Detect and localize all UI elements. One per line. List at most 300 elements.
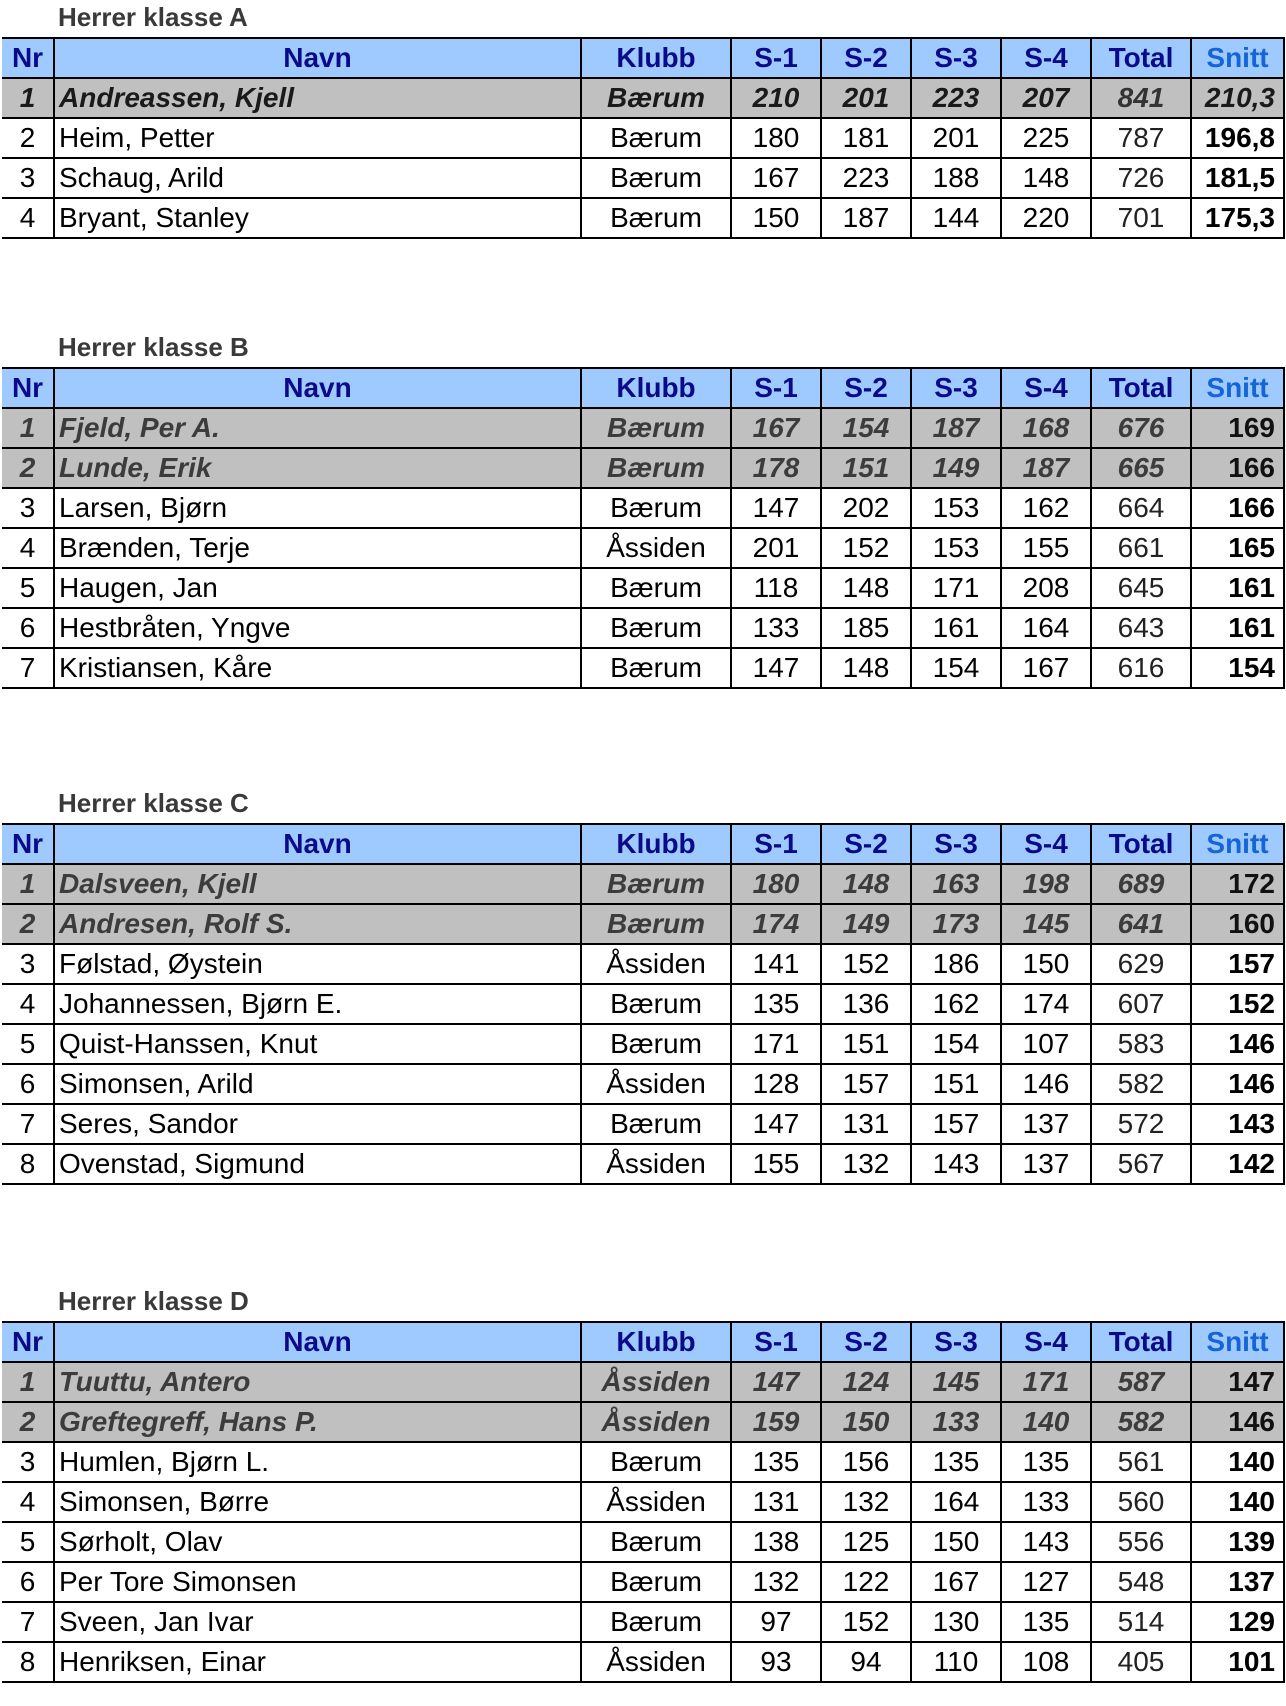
cell-nr: 8 — [2, 1144, 54, 1184]
column-header-s3: S-3 — [911, 38, 1001, 78]
cell-s1: 138 — [731, 1522, 821, 1562]
table-row — [2, 608, 1284, 648]
cell-klubb: Åssiden — [581, 1144, 731, 1184]
column-header-klubb: Klubb — [581, 824, 731, 864]
cell-nr: 3 — [2, 488, 54, 528]
cell-klubb: Bærum — [581, 864, 731, 904]
cell-s3: 143 — [911, 1144, 1001, 1184]
cell-s4: 150 — [1001, 944, 1091, 984]
table-row — [2, 1024, 1284, 1064]
cell-total: 645 — [1091, 568, 1191, 608]
cell-klubb: Åssiden — [581, 1482, 731, 1522]
section-title: Herrer klasse D — [58, 1286, 249, 1316]
cell-s1: 93 — [731, 1642, 821, 1682]
cell-s2: 125 — [821, 1522, 911, 1562]
table-row — [2, 1144, 1284, 1184]
cell-s2: 136 — [821, 984, 911, 1024]
results-table — [2, 367, 1285, 689]
cell-s4: 107 — [1001, 1024, 1091, 1064]
cell-s4: 174 — [1001, 984, 1091, 1024]
cell-klubb: Åssiden — [581, 1362, 731, 1402]
cell-snitt: 172 — [1191, 864, 1284, 904]
table-row — [2, 1642, 1284, 1682]
table-header-row — [2, 824, 1284, 864]
cell-nr: 3 — [2, 944, 54, 984]
cell-s3: 110 — [911, 1642, 1001, 1682]
cell-s4: 146 — [1001, 1064, 1091, 1104]
cell-s4: 225 — [1001, 118, 1091, 158]
cell-total: 661 — [1091, 528, 1191, 568]
cell-s4: 220 — [1001, 198, 1091, 238]
cell-klubb: Bærum — [581, 1562, 731, 1602]
cell-klubb: Bærum — [581, 78, 731, 118]
column-header-snitt: Snitt — [1191, 38, 1284, 78]
cell-total: 560 — [1091, 1482, 1191, 1522]
cell-s4: 162 — [1001, 488, 1091, 528]
cell-s1: 128 — [731, 1064, 821, 1104]
cell-snitt: 160 — [1191, 904, 1284, 944]
cell-total: 583 — [1091, 1024, 1191, 1064]
cell-navn: Per Tore Simonsen — [54, 1562, 581, 1602]
column-header-klubb: Klubb — [581, 368, 731, 408]
table-row — [2, 118, 1284, 158]
cell-s4: 164 — [1001, 608, 1091, 648]
results-section — [0, 1284, 1286, 1683]
cell-s4: 108 — [1001, 1642, 1091, 1682]
cell-klubb: Åssiden — [581, 528, 731, 568]
cell-total: 701 — [1091, 198, 1191, 238]
cell-klubb: Åssiden — [581, 944, 731, 984]
cell-klubb: Bærum — [581, 118, 731, 158]
cell-klubb: Bærum — [581, 648, 731, 688]
cell-s2: 132 — [821, 1144, 911, 1184]
cell-s4: 187 — [1001, 448, 1091, 488]
cell-total: 548 — [1091, 1562, 1191, 1602]
cell-snitt: 146 — [1191, 1064, 1284, 1104]
cell-s1: 180 — [731, 864, 821, 904]
cell-snitt: 181,5 — [1191, 158, 1284, 198]
column-header-s3: S-3 — [911, 1322, 1001, 1362]
cell-navn: Bryant, Stanley — [54, 198, 581, 238]
column-header-s4: S-4 — [1001, 38, 1091, 78]
column-header-total: Total — [1091, 38, 1191, 78]
column-header-snitt: Snitt — [1191, 1322, 1284, 1362]
cell-s3: 145 — [911, 1362, 1001, 1402]
cell-s2: 185 — [821, 608, 911, 648]
cell-s1: 135 — [731, 984, 821, 1024]
cell-snitt: 152 — [1191, 984, 1284, 1024]
cell-snitt: 143 — [1191, 1104, 1284, 1144]
cell-navn: Dalsveen, Kjell — [54, 864, 581, 904]
cell-klubb: Bærum — [581, 608, 731, 648]
column-header-navn: Navn — [54, 824, 581, 864]
column-header-nr: Nr — [2, 1322, 54, 1362]
cell-s1: 147 — [731, 648, 821, 688]
column-header-nr: Nr — [2, 38, 54, 78]
cell-nr: 6 — [2, 1562, 54, 1602]
cell-total: 582 — [1091, 1402, 1191, 1442]
column-header-s2: S-2 — [821, 824, 911, 864]
table-row — [2, 78, 1284, 118]
table-header-row — [2, 368, 1284, 408]
cell-total: 567 — [1091, 1144, 1191, 1184]
cell-s1: 174 — [731, 904, 821, 944]
results-section — [0, 0, 1286, 239]
cell-s2: 148 — [821, 864, 911, 904]
cell-s2: 152 — [821, 944, 911, 984]
cell-s1: 118 — [731, 568, 821, 608]
results-section — [0, 330, 1286, 689]
cell-navn: Lunde, Erik — [54, 448, 581, 488]
cell-navn: Simonsen, Børre — [54, 1482, 581, 1522]
cell-s4: 133 — [1001, 1482, 1091, 1522]
table-row — [2, 1362, 1284, 1402]
cell-s3: 173 — [911, 904, 1001, 944]
cell-total: 665 — [1091, 448, 1191, 488]
cell-navn: Andresen, Rolf S. — [54, 904, 581, 944]
cell-nr: 2 — [2, 1402, 54, 1442]
cell-snitt: 161 — [1191, 608, 1284, 648]
table-row — [2, 528, 1284, 568]
cell-s1: 147 — [731, 1362, 821, 1402]
cell-snitt: 101 — [1191, 1642, 1284, 1682]
cell-s2: 202 — [821, 488, 911, 528]
column-header-total: Total — [1091, 824, 1191, 864]
cell-navn: Greftegreff, Hans P. — [54, 1402, 581, 1442]
cell-snitt: 196,8 — [1191, 118, 1284, 158]
column-header-nr: Nr — [2, 368, 54, 408]
table-row — [2, 158, 1284, 198]
cell-s1: 131 — [731, 1482, 821, 1522]
cell-total: 841 — [1091, 78, 1191, 118]
cell-s3: 187 — [911, 408, 1001, 448]
cell-s3: 144 — [911, 198, 1001, 238]
cell-snitt: 146 — [1191, 1024, 1284, 1064]
table-row — [2, 1064, 1284, 1104]
cell-s1: 178 — [731, 448, 821, 488]
cell-s3: 153 — [911, 488, 1001, 528]
cell-navn: Schaug, Arild — [54, 158, 581, 198]
cell-klubb: Bærum — [581, 984, 731, 1024]
cell-navn: Følstad, Øystein — [54, 944, 581, 984]
cell-s4: 198 — [1001, 864, 1091, 904]
cell-snitt: 165 — [1191, 528, 1284, 568]
cell-s2: 150 — [821, 1402, 911, 1442]
cell-klubb: Åssiden — [581, 1402, 731, 1442]
table-row — [2, 1562, 1284, 1602]
cell-nr: 7 — [2, 1104, 54, 1144]
cell-s4: 127 — [1001, 1562, 1091, 1602]
table-row — [2, 1402, 1284, 1442]
column-header-snitt: Snitt — [1191, 824, 1284, 864]
cell-navn: Brænden, Terje — [54, 528, 581, 568]
cell-total: 664 — [1091, 488, 1191, 528]
cell-s3: 135 — [911, 1442, 1001, 1482]
column-header-s1: S-1 — [731, 824, 821, 864]
table-row — [2, 984, 1284, 1024]
cell-snitt: 169 — [1191, 408, 1284, 448]
table-row — [2, 198, 1284, 238]
column-header-s4: S-4 — [1001, 368, 1091, 408]
cell-s2: 131 — [821, 1104, 911, 1144]
table-header-row — [2, 38, 1284, 78]
cell-nr: 5 — [2, 1522, 54, 1562]
cell-s3: 161 — [911, 608, 1001, 648]
cell-s1: 141 — [731, 944, 821, 984]
cell-navn: Sveen, Jan Ivar — [54, 1602, 581, 1642]
column-header-s2: S-2 — [821, 368, 911, 408]
cell-s3: 150 — [911, 1522, 1001, 1562]
cell-klubb: Bærum — [581, 568, 731, 608]
cell-s2: 152 — [821, 1602, 911, 1642]
cell-klubb: Bærum — [581, 1104, 731, 1144]
cell-s2: 152 — [821, 528, 911, 568]
cell-nr: 2 — [2, 118, 54, 158]
cell-s3: 157 — [911, 1104, 1001, 1144]
cell-nr: 1 — [2, 864, 54, 904]
table-row — [2, 648, 1284, 688]
cell-s4: 135 — [1001, 1602, 1091, 1642]
cell-s4: 137 — [1001, 1104, 1091, 1144]
cell-navn: Sørholt, Olav — [54, 1522, 581, 1562]
cell-s2: 187 — [821, 198, 911, 238]
cell-s2: 151 — [821, 448, 911, 488]
cell-navn: Kristiansen, Kåre — [54, 648, 581, 688]
cell-s2: 94 — [821, 1642, 911, 1682]
cell-s1: 147 — [731, 1104, 821, 1144]
cell-navn: Quist-Hanssen, Knut — [54, 1024, 581, 1064]
results-table — [2, 37, 1285, 239]
cell-navn: Ovenstad, Sigmund — [54, 1144, 581, 1184]
cell-s3: 162 — [911, 984, 1001, 1024]
cell-klubb: Bærum — [581, 904, 731, 944]
cell-s2: 157 — [821, 1064, 911, 1104]
cell-s4: 135 — [1001, 1442, 1091, 1482]
cell-nr: 1 — [2, 1362, 54, 1402]
table-header-row — [2, 1322, 1284, 1362]
cell-s4: 208 — [1001, 568, 1091, 608]
table-row — [2, 944, 1284, 984]
cell-s3: 154 — [911, 648, 1001, 688]
cell-s1: 155 — [731, 1144, 821, 1184]
cell-total: 643 — [1091, 608, 1191, 648]
cell-snitt: 157 — [1191, 944, 1284, 984]
cell-s2: 156 — [821, 1442, 911, 1482]
cell-klubb: Bærum — [581, 408, 731, 448]
cell-s4: 145 — [1001, 904, 1091, 944]
cell-snitt: 129 — [1191, 1602, 1284, 1642]
cell-total: 641 — [1091, 904, 1191, 944]
column-header-s2: S-2 — [821, 38, 911, 78]
cell-klubb: Bærum — [581, 448, 731, 488]
cell-klubb: Åssiden — [581, 1642, 731, 1682]
cell-nr: 1 — [2, 78, 54, 118]
cell-s1: 167 — [731, 408, 821, 448]
cell-s2: 132 — [821, 1482, 911, 1522]
cell-navn: Heim, Petter — [54, 118, 581, 158]
cell-s4: 140 — [1001, 1402, 1091, 1442]
cell-nr: 4 — [2, 1482, 54, 1522]
cell-nr: 3 — [2, 158, 54, 198]
cell-klubb: Bærum — [581, 158, 731, 198]
table-row — [2, 448, 1284, 488]
cell-s4: 167 — [1001, 648, 1091, 688]
column-header-navn: Navn — [54, 1322, 581, 1362]
cell-navn: Tuuttu, Antero — [54, 1362, 581, 1402]
cell-s1: 171 — [731, 1024, 821, 1064]
column-header-s1: S-1 — [731, 368, 821, 408]
results-table — [2, 1321, 1285, 1683]
table-row — [2, 1602, 1284, 1642]
cell-s4: 148 — [1001, 158, 1091, 198]
column-header-s3: S-3 — [911, 368, 1001, 408]
column-header-klubb: Klubb — [581, 38, 731, 78]
table-row — [2, 488, 1284, 528]
cell-s1: 159 — [731, 1402, 821, 1442]
cell-navn: Humlen, Bjørn L. — [54, 1442, 581, 1482]
cell-total: 587 — [1091, 1362, 1191, 1402]
cell-s1: 147 — [731, 488, 821, 528]
cell-navn: Johannessen, Bjørn E. — [54, 984, 581, 1024]
cell-s2: 154 — [821, 408, 911, 448]
cell-s3: 164 — [911, 1482, 1001, 1522]
cell-s1: 133 — [731, 608, 821, 648]
cell-nr: 3 — [2, 1442, 54, 1482]
cell-snitt: 210,3 — [1191, 78, 1284, 118]
cell-klubb: Bærum — [581, 1522, 731, 1562]
cell-navn: Larsen, Bjørn — [54, 488, 581, 528]
cell-s2: 124 — [821, 1362, 911, 1402]
cell-s2: 149 — [821, 904, 911, 944]
cell-total: 726 — [1091, 158, 1191, 198]
cell-snitt: 161 — [1191, 568, 1284, 608]
cell-total: 405 — [1091, 1642, 1191, 1682]
cell-s2: 181 — [821, 118, 911, 158]
cell-snitt: 154 — [1191, 648, 1284, 688]
cell-navn: Simonsen, Arild — [54, 1064, 581, 1104]
cell-snitt: 147 — [1191, 1362, 1284, 1402]
cell-snitt: 175,3 — [1191, 198, 1284, 238]
cell-total: 572 — [1091, 1104, 1191, 1144]
cell-s1: 167 — [731, 158, 821, 198]
cell-nr: 4 — [2, 984, 54, 1024]
column-header-navn: Navn — [54, 38, 581, 78]
cell-klubb: Bærum — [581, 1602, 731, 1642]
cell-total: 514 — [1091, 1602, 1191, 1642]
section-title: Herrer klasse B — [58, 332, 249, 362]
cell-s1: 180 — [731, 118, 821, 158]
cell-klubb: Åssiden — [581, 1064, 731, 1104]
cell-navn: Henriksen, Einar — [54, 1642, 581, 1682]
cell-navn: Hestbråten, Yngve — [54, 608, 581, 648]
cell-s3: 201 — [911, 118, 1001, 158]
cell-nr: 5 — [2, 568, 54, 608]
cell-s2: 148 — [821, 648, 911, 688]
results-section — [0, 786, 1286, 1185]
cell-s4: 168 — [1001, 408, 1091, 448]
cell-s2: 223 — [821, 158, 911, 198]
table-row — [2, 408, 1284, 448]
column-header-s4: S-4 — [1001, 824, 1091, 864]
cell-s2: 151 — [821, 1024, 911, 1064]
column-header-s3: S-3 — [911, 824, 1001, 864]
column-header-s4: S-4 — [1001, 1322, 1091, 1362]
cell-total: 616 — [1091, 648, 1191, 688]
cell-s4: 171 — [1001, 1362, 1091, 1402]
cell-total: 787 — [1091, 118, 1191, 158]
column-header-total: Total — [1091, 1322, 1191, 1362]
cell-total: 689 — [1091, 864, 1191, 904]
column-header-s1: S-1 — [731, 1322, 821, 1362]
cell-nr: 6 — [2, 608, 54, 648]
cell-s3: 223 — [911, 78, 1001, 118]
cell-s3: 151 — [911, 1064, 1001, 1104]
cell-total: 629 — [1091, 944, 1191, 984]
cell-s1: 132 — [731, 1562, 821, 1602]
cell-s3: 171 — [911, 568, 1001, 608]
cell-klubb: Bærum — [581, 1024, 731, 1064]
cell-s1: 135 — [731, 1442, 821, 1482]
table-row — [2, 904, 1284, 944]
table-row — [2, 568, 1284, 608]
cell-nr: 6 — [2, 1064, 54, 1104]
cell-s1: 201 — [731, 528, 821, 568]
cell-nr: 7 — [2, 1602, 54, 1642]
cell-s1: 210 — [731, 78, 821, 118]
cell-navn: Andreassen, Kjell — [54, 78, 581, 118]
cell-s2: 148 — [821, 568, 911, 608]
table-row — [2, 1442, 1284, 1482]
cell-s3: 167 — [911, 1562, 1001, 1602]
cell-s2: 122 — [821, 1562, 911, 1602]
table-row — [2, 1482, 1284, 1522]
cell-klubb: Bærum — [581, 198, 731, 238]
cell-s3: 154 — [911, 1024, 1001, 1064]
cell-total: 582 — [1091, 1064, 1191, 1104]
cell-snitt: 140 — [1191, 1482, 1284, 1522]
section-title: Herrer klasse C — [58, 788, 249, 818]
cell-snitt: 146 — [1191, 1402, 1284, 1442]
column-header-klubb: Klubb — [581, 1322, 731, 1362]
cell-klubb: Bærum — [581, 488, 731, 528]
column-header-snitt: Snitt — [1191, 368, 1284, 408]
cell-nr: 4 — [2, 198, 54, 238]
cell-total: 607 — [1091, 984, 1191, 1024]
cell-total: 676 — [1091, 408, 1191, 448]
cell-nr: 4 — [2, 528, 54, 568]
cell-s3: 130 — [911, 1602, 1001, 1642]
cell-s4: 207 — [1001, 78, 1091, 118]
section-title: Herrer klasse A — [58, 2, 248, 32]
cell-snitt: 140 — [1191, 1442, 1284, 1482]
cell-s3: 153 — [911, 528, 1001, 568]
cell-s3: 163 — [911, 864, 1001, 904]
table-row — [2, 1104, 1284, 1144]
column-header-s1: S-1 — [731, 38, 821, 78]
table-row — [2, 1522, 1284, 1562]
column-header-navn: Navn — [54, 368, 581, 408]
cell-s4: 155 — [1001, 528, 1091, 568]
cell-snitt: 137 — [1191, 1562, 1284, 1602]
column-header-nr: Nr — [2, 824, 54, 864]
cell-total: 556 — [1091, 1522, 1191, 1562]
cell-nr: 5 — [2, 1024, 54, 1064]
cell-s3: 149 — [911, 448, 1001, 488]
cell-navn: Haugen, Jan — [54, 568, 581, 608]
cell-s4: 143 — [1001, 1522, 1091, 1562]
cell-nr: 1 — [2, 408, 54, 448]
cell-s2: 201 — [821, 78, 911, 118]
